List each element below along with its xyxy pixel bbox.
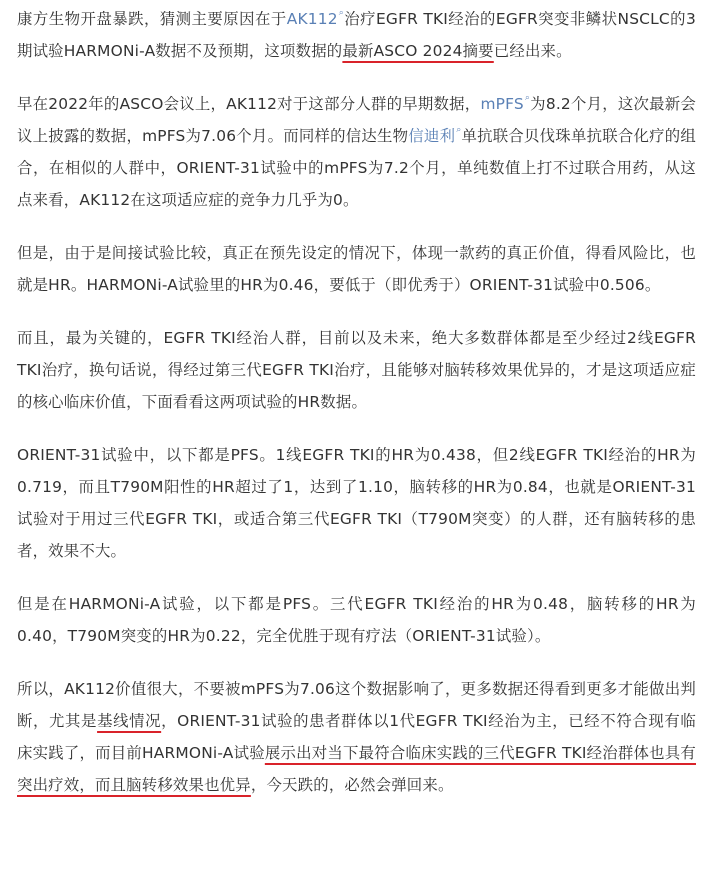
keyword-link-text: AK112	[286, 10, 338, 28]
paragraph-text: 所以，AK112价值很大，不要被mPFS为7.06这个数据影响了，更多数据还得看到更多才能做出判断，尤其是	[17, 680, 696, 730]
search-icon: ⌕	[338, 8, 344, 18]
article-paragraph	[17, 237, 696, 301]
underlined-highlight-text: 展示出对当下最符合临床实践的三代EGFR TKI经治群体也具有突出疗效，而且脑转移效果也优异	[17, 744, 696, 794]
paragraph-text: 而且，最为关键的，EGFR TKI经治人群，目前以及未来，绝大多数群体都是至少经过2线EGFR TKI治疗，换句话说，得经过第三代EGFR TKI治疗，且能够对脑转移效果优异的，才是这项适应症的核心临床价值，下面看看这两项试验的HR数据。	[17, 329, 696, 411]
article-paragraph	[17, 3, 696, 67]
paragraph-text: 但是，由于是间接试验比较，真正在预先设定的情况下，体现一款药的真正价值，得看风险比，也就是HR。HARMONi-A试验里的HR为0.46，要低于（即优秀于）ORIENT-31试验中0.506。	[17, 244, 696, 294]
paragraph-text: ，今天跌的，必然会弹回来。	[250, 776, 454, 794]
paragraph-text: 早在2022年的ASCO会议上，AK112对于这部分人群的早期数据，	[17, 95, 481, 113]
keyword-search-link[interactable]	[480, 95, 530, 113]
keyword-search-link[interactable]	[287, 10, 344, 28]
search-icon: ⌕	[524, 93, 531, 103]
paragraph-text: 治疗EGFR TKI经治的EGFR突变非鳞状NSCLC的3期试验HARMONi-A数据不及预期，这项数据的	[17, 10, 696, 60]
underlined-highlight-text: 基线情况	[97, 712, 162, 730]
article-paragraph	[17, 673, 696, 801]
article-paragraph	[17, 322, 696, 418]
underlined-highlight-text: 最新ASCO 2024摘要	[342, 42, 494, 60]
keyword-search-link[interactable]	[408, 127, 461, 145]
paragraph-text: 为8.2个月，这次最新会议上披露的数据，mPFS为7.06个月。而同样的信达生物	[17, 95, 696, 145]
article-paragraph	[17, 588, 696, 652]
search-icon: ⌕	[456, 125, 462, 135]
paragraph-text: ，ORIENT-31试验的患者群体以1代EGFR TKI经治为主，已经不符合现有临床实践了，而目前HARMONi-A试验	[17, 712, 696, 762]
keyword-link-text: mPFS	[480, 95, 524, 113]
paragraph-text: 康方生物开盘暴跌，猜测主要原因在于	[17, 10, 287, 28]
keyword-link-text: 信迪利	[408, 127, 456, 145]
paragraph-text: 已经出来。	[493, 42, 572, 60]
paragraph-text: 但是在HARMONi-A试验，以下都是PFS。三代EGFR TKI经治的HR为0.48，脑转移的HR为0.40，T790M突变的HR为0.22，完全优胜于现有疗法（ORIENT-31试验）。	[17, 595, 696, 645]
paragraph-text: ORIENT-31试验中，以下都是PFS。1线EGFR TKI的HR为0.438，但2线EGFR TKI经治的HR为0.719，而且T790M阳性的HR超过了1，达到了1.10，脑转移的HR为0.84，也就是ORIENT-31试验对于用过三代EGFR TKI，或适合第三代EGFR TKI（T790M突变）的人群，还有脑转移的患者，效果不大。	[17, 446, 696, 560]
paragraph-text: 单抗联合贝伐珠单抗联合化疗的组合，在相似的人群中，ORIENT-31试验中的mPFS为7.2个月，单纯数值上打不过联合用药，从这点来看，AK112在这项适应症的竞争力几乎为0。	[17, 127, 696, 209]
article-paragraph	[17, 88, 696, 216]
article-paragraph	[17, 439, 696, 567]
